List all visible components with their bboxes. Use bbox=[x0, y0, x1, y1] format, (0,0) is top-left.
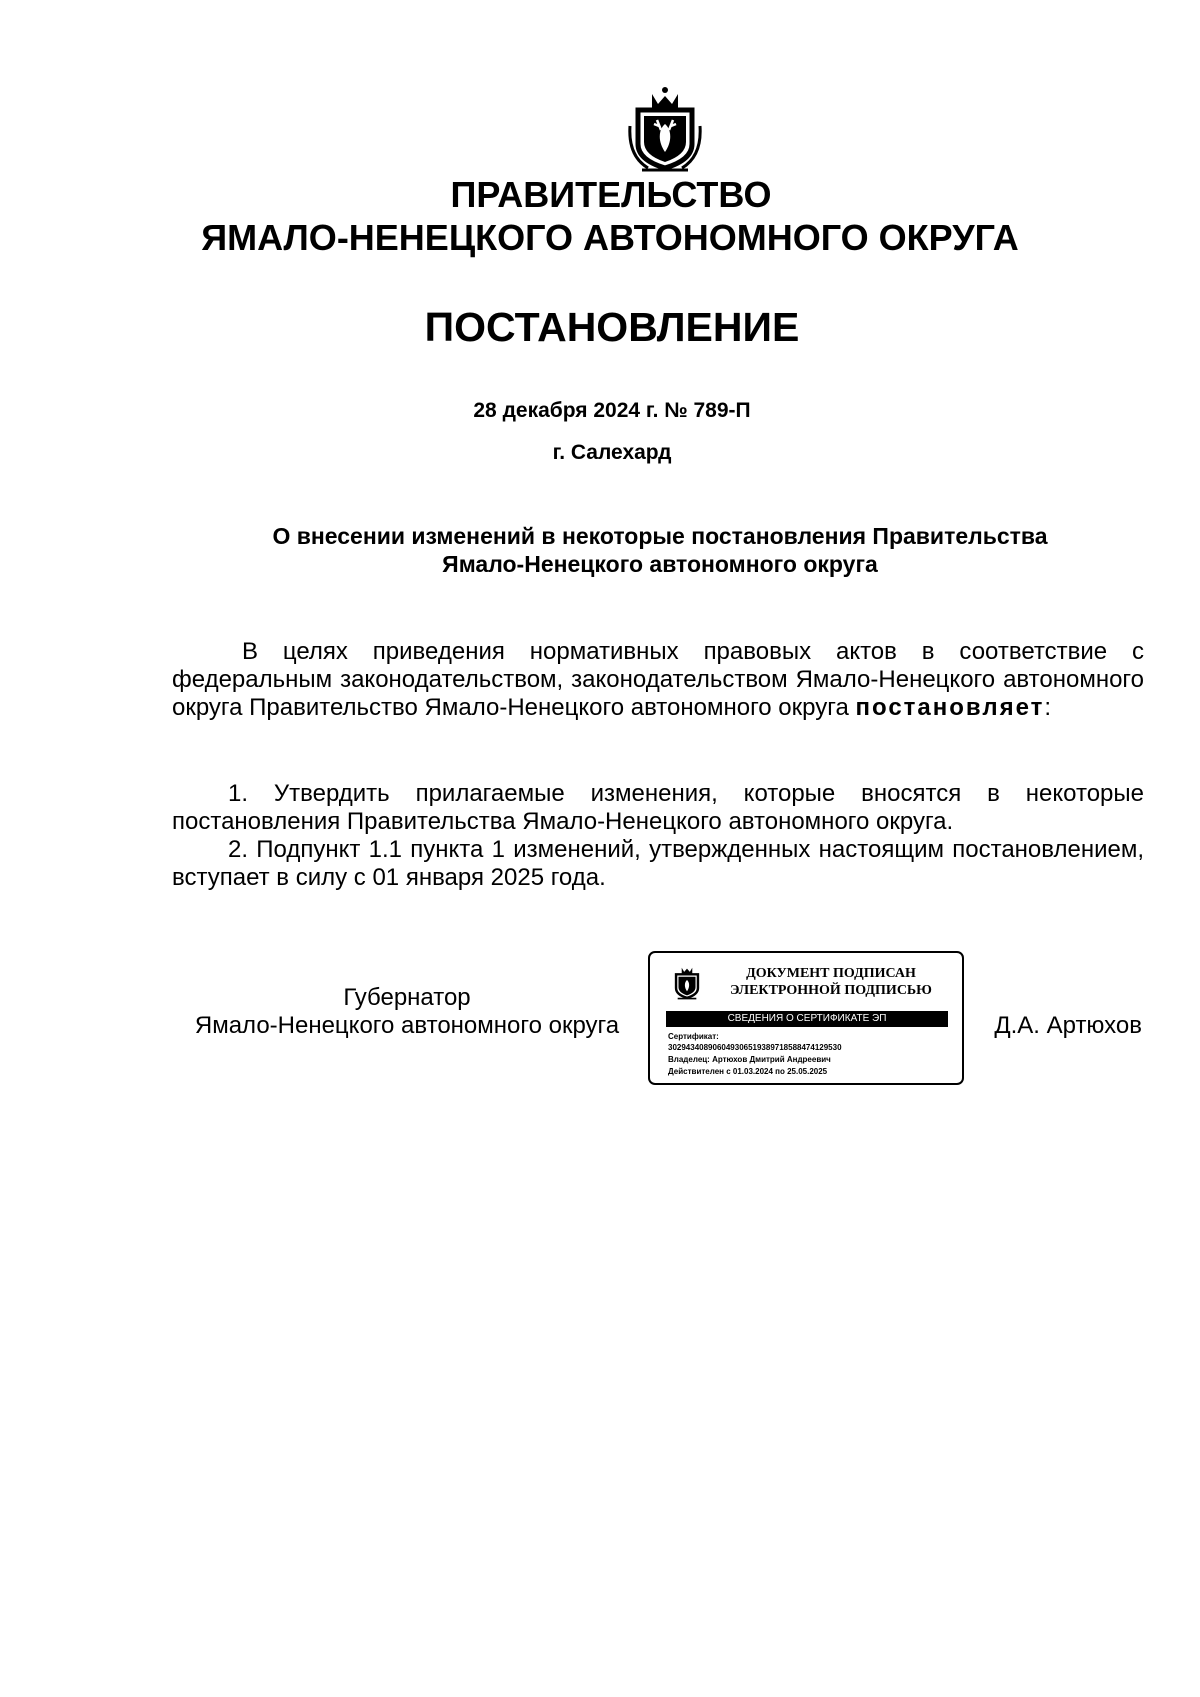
coat-of-arms-icon bbox=[628, 86, 702, 172]
certificate-owner: Владелец: Артюхов Дмитрий Андреевич bbox=[668, 1055, 831, 1064]
certificate-label: Сертификат: bbox=[668, 1032, 719, 1041]
certificate-validity: Действителен с 01.03.2024 по 25.05.2025 bbox=[668, 1067, 828, 1076]
coat-of-arms-icon bbox=[672, 963, 702, 1001]
preamble-paragraph bbox=[172, 638, 1144, 722]
item-1: 1. Утвердить прилагаемые изменения, которые вносятся в некоторые постановления Правительства Ямало-Ненецкого автономного округа. bbox=[172, 780, 1144, 835]
position-line-1: Губернатор bbox=[343, 984, 471, 1011]
issuer-region: ЯМАЛО-НЕНЕЦКОГО АВТОНОМНОГО ОКРУГА bbox=[201, 217, 1019, 258]
stamp-title bbox=[706, 965, 956, 999]
document-type: ПОСТАНОВЛЕНИЕ bbox=[424, 304, 800, 350]
signatory-name: Д.А. Артюхов bbox=[994, 1012, 1142, 1039]
electronic-signature-stamp bbox=[648, 951, 964, 1085]
city: г. Салехард bbox=[552, 441, 672, 464]
document-subject bbox=[170, 522, 1150, 578]
resolves-colon: : bbox=[1044, 694, 1052, 721]
stamp-title-line-2: ЭЛЕКТРОННОЙ ПОДПИСЬЮ bbox=[730, 983, 932, 998]
resolves-word: постановляет bbox=[855, 694, 1045, 721]
position-line-2: Ямало-Ненецкого автономного округа bbox=[194, 1012, 620, 1039]
preamble-text: В целях приведения нормативных правовых актов в соответствие с федеральным законодательством, законодательством Ямало-Ненецкого автономного округа Правительство Ямало-Ненецкого автономного округа bbox=[172, 638, 1144, 721]
date-and-number: 28 декабря 2024 г. № 789-П bbox=[473, 399, 751, 422]
issuer-title: ПРАВИТЕЛЬСТВО bbox=[450, 174, 772, 215]
certificate-info-bar: СВЕДЕНИЯ О СЕРТИФИКАТЕ ЭП bbox=[666, 1011, 948, 1027]
certificate-number: 302943408906049306519389718588474129530 bbox=[668, 1043, 842, 1052]
subject-line-1: О внесении изменений в некоторые постановления Правительства bbox=[272, 523, 1048, 549]
item-2: 2. Подпункт 1.1 пункта 1 изменений, утвержденных настоящим постановлением, вступает в силу с 01 января 2025 года. bbox=[172, 836, 1144, 891]
subject-line-2: Ямало-Ненецкого автономного округа bbox=[442, 551, 878, 577]
signatory-position bbox=[172, 984, 642, 1040]
stamp-title-line-1: ДОКУМЕНТ ПОДПИСАН bbox=[746, 966, 916, 981]
